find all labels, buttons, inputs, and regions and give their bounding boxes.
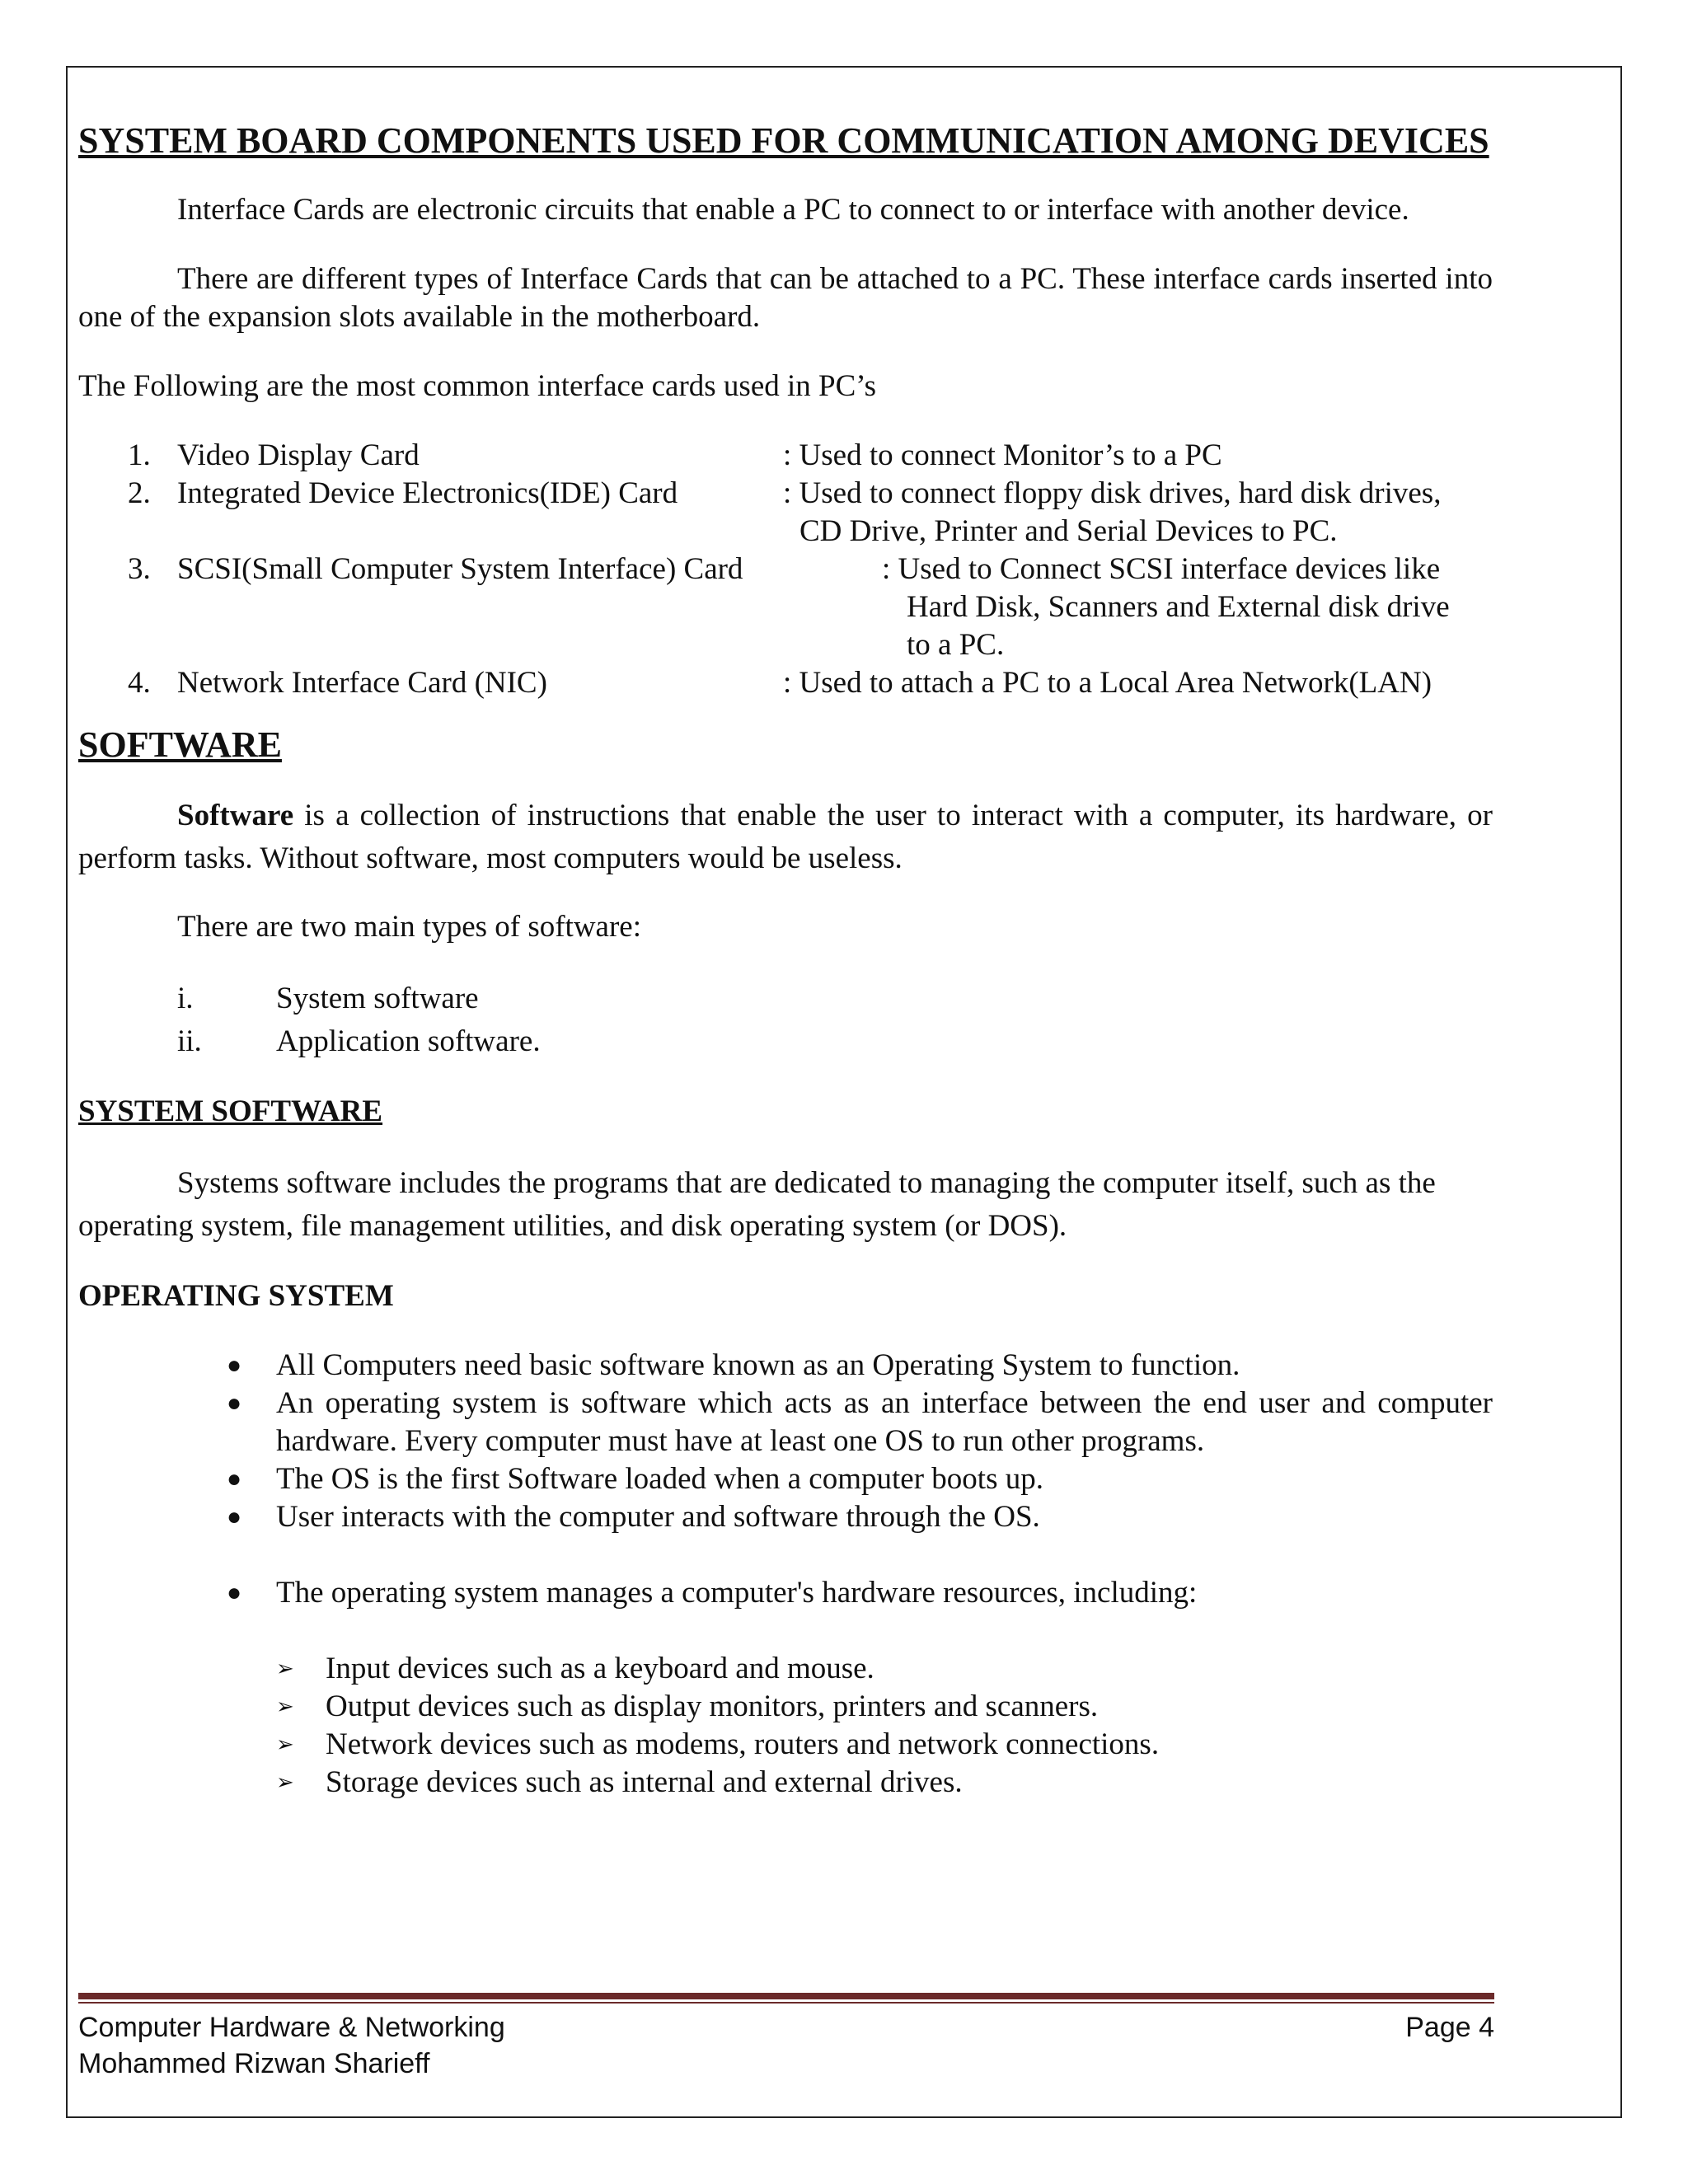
- list-number: 1.: [128, 438, 151, 472]
- paragraph-software: Software is a collection of instructions that enable the user to interact with a computer, its hardware, or perform tasks. Without software, most computers would be useless.: [78, 799, 1493, 875]
- card-name: Video Display Card: [177, 438, 420, 472]
- paragraph-common-cards: The Following are the most common interface cards used in PC’s: [78, 369, 876, 403]
- list-item: [78, 977, 1493, 1020]
- software-types-list: [78, 977, 1493, 1063]
- arrow-bullet-icon: ➢: [276, 1770, 294, 1795]
- list-item: ➢ Input devices such as a keyboard and mouse.: [78, 1650, 1493, 1688]
- card-description: : Used to Connect SCSI interface devices like Hard Disk, Scanners and External disk drive to a PC.: [882, 552, 1450, 662]
- arrow-bullet-icon: ➢: [276, 1694, 294, 1719]
- bullet-icon: ●: [227, 1503, 242, 1530]
- card-description: : Used to connect floppy disk drives, hard disk drives, CD Drive, Printer and Serial Devices to PC.: [783, 476, 1442, 548]
- list-item: [78, 664, 1493, 702]
- page-content: [78, 115, 1493, 1802]
- list-number: 2.: [128, 476, 151, 510]
- card-description: : Used to connect Monitor’s to a PC: [783, 438, 1222, 472]
- card-description: : Used to attach a PC to a Local Area Network(LAN): [783, 666, 1432, 700]
- card-name: Integrated Device Electronics(IDE) Card: [177, 476, 678, 510]
- list-item: ● All Computers need basic software known as an Operating System to function.: [78, 1347, 1493, 1385]
- paragraph-system-software: Systems software includes the programs that are dedicated to managing the computer itself, such as the operating system, file management utilities, and disk operating system (or DOS).: [78, 1166, 1436, 1243]
- footer-divider-thin: [78, 2002, 1494, 2004]
- arrow-bullet-icon: ➢: [276, 1732, 294, 1757]
- list-item: ● The OS is the first Software loaded when a computer boots up.: [78, 1460, 1493, 1498]
- paragraph-interface-cards: Interface Cards are electronic circuits that enable a PC to connect to or interface with another device.: [177, 193, 1409, 227]
- card-name: SCSI(Small Computer System Interface) Card: [177, 552, 743, 586]
- list-item: ➢ Storage devices such as internal and external drives.: [78, 1764, 1493, 1802]
- card-name: Network Interface Card (NIC): [177, 666, 547, 700]
- heading-operating-system: OPERATING SYSTEM: [78, 1279, 394, 1313]
- bullet-icon: ●: [227, 1579, 242, 1606]
- heading-system-board: SYSTEM BOARD COMPONENTS USED FOR COMMUNICATION AMONG DEVICES: [78, 120, 1489, 161]
- list-item: ● An operating system is software which acts as an interface between the end user and computer hardware. Every computer must have at least one OS to run other programs.: [78, 1385, 1493, 1460]
- resource-list: [78, 1650, 1493, 1802]
- software-term: Software: [177, 799, 294, 832]
- list-number: 4.: [128, 666, 151, 700]
- heading-software: SOFTWARE: [78, 724, 282, 765]
- bullet-icon: ●: [227, 1352, 242, 1379]
- page-footer: [78, 2009, 1494, 2082]
- list-item: [78, 475, 1493, 551]
- bullet-icon: ●: [227, 1465, 242, 1493]
- paragraph-types-intro: There are two main types of software:: [177, 910, 642, 944]
- heading-system-software: SYSTEM SOFTWARE: [78, 1094, 383, 1128]
- interface-card-list: [78, 437, 1493, 702]
- paragraph-types-of-cards: There are different types of Interface Cards that can be attached to a PC. These interface cards inserted into one of the expansion slots available in the motherboard.: [78, 262, 1493, 334]
- list-number: i.: [177, 982, 194, 1015]
- list-number: 3.: [128, 552, 151, 586]
- list-label: Application software.: [276, 1024, 541, 1058]
- footer-title: Computer Hardware & Networking: [78, 2012, 505, 2043]
- bullet-icon: ●: [227, 1390, 242, 1417]
- list-item: [78, 437, 1493, 475]
- list-item: [78, 551, 1493, 664]
- list-number: ii.: [177, 1024, 202, 1058]
- page-number: Page 4: [1405, 2012, 1494, 2043]
- footer-divider: [78, 1993, 1494, 1999]
- os-bullet-list: [78, 1347, 1493, 1612]
- arrow-bullet-icon: ➢: [276, 1657, 294, 1681]
- list-label: System software: [276, 982, 479, 1015]
- list-item: ➢ Output devices such as display monitors, printers and scanners.: [78, 1688, 1493, 1726]
- list-item: ● The operating system manages a computer's hardware resources, including:: [78, 1574, 1493, 1612]
- footer-author: Mohammed Rizwan Sharieff: [78, 2048, 430, 2079]
- list-item: ➢ Network devices such as modems, routers and network connections.: [78, 1726, 1493, 1764]
- list-item: [78, 1020, 1493, 1063]
- list-item: ● User interacts with the computer and software through the OS.: [78, 1498, 1493, 1536]
